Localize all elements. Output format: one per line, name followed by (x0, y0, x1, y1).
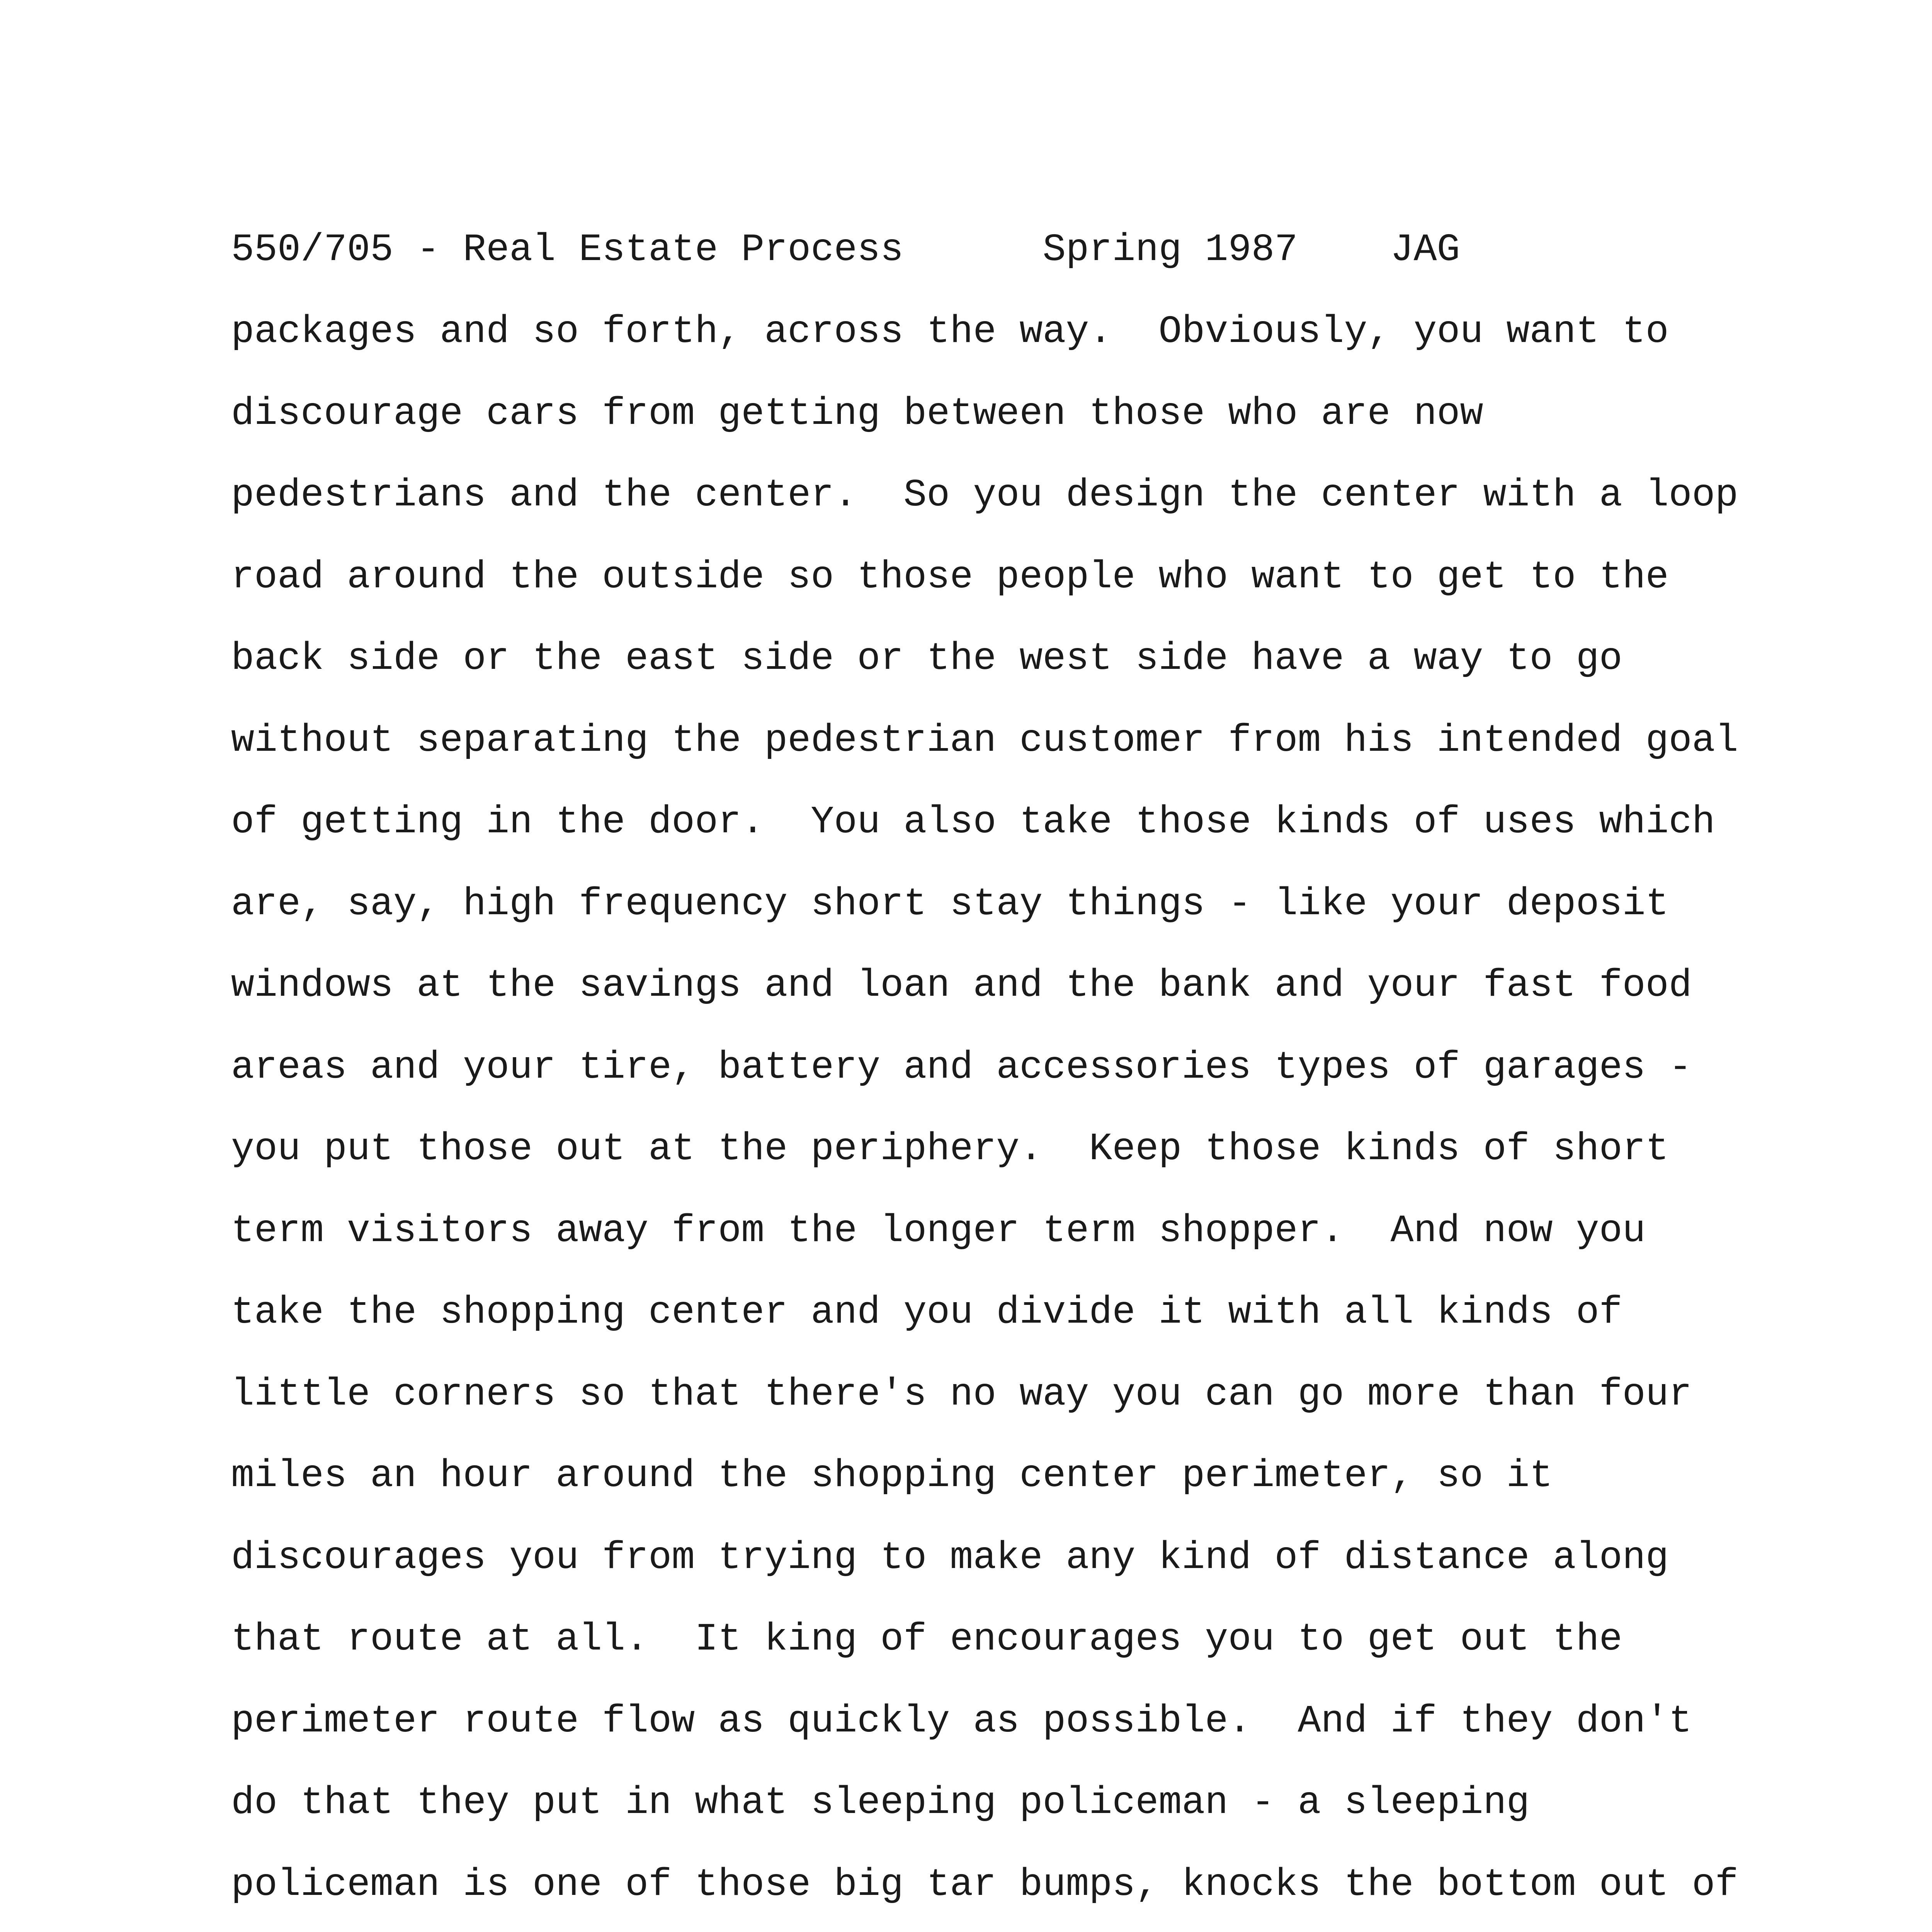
body-text (231, 309, 1738, 1932)
text-line: discourage cars from getting between those who are now (231, 392, 1483, 436)
text-line: back side or the east side or the west side have a way to go (231, 637, 1622, 681)
header-term: Spring 1987 (1043, 228, 1298, 272)
text-line: you put those out at the periphery. Keep those kinds of short (231, 1128, 1669, 1171)
text-line: of getting in the door. You also take those kinds of uses which (231, 801, 1715, 844)
text-line: windows at the savings and loan and the bank and your fast food (231, 964, 1692, 1008)
text-line: packages and so forth, across the way. Obviously, you want to (231, 310, 1669, 354)
text-line: perimeter route flow as quickly as possible. And if they don't (231, 1699, 1692, 1743)
text-line: miles an hour around the shopping center perimeter, so it (231, 1454, 1553, 1498)
text-line: policeman is one of those big tar bumps, knocks the bottom out of (231, 1863, 1738, 1907)
text-line: pedestrians and the center. So you design the center with a loop (231, 474, 1738, 517)
text-line: road around the outside so those people who want to get to the (231, 555, 1669, 599)
text-line: are, say, high frequency short stay things - like your deposit (231, 882, 1669, 926)
header-initials: JAG (1390, 228, 1460, 272)
text-line: discourages you from trying to make any kind of distance along (231, 1536, 1669, 1580)
text-line: that route at all. It king of encourages you to get out the (231, 1618, 1622, 1662)
running-header (231, 227, 1460, 274)
text-line: areas and your tire, battery and accessories types of garages - (231, 1046, 1692, 1090)
text-line: do that they put in what sleeping policeman - a sleeping (231, 1781, 1530, 1825)
header-course: 550/705 - Real Estate Process (231, 228, 904, 272)
text-line: take the shopping center and you divide it with all kinds of (231, 1291, 1622, 1335)
text-line: term visitors away from the longer term shopper. And now you (231, 1209, 1646, 1253)
text-line: without separating the pedestrian customer from his intended goal (231, 719, 1738, 763)
text-line: little corners so that there's no way you can go more than four (231, 1372, 1692, 1417)
